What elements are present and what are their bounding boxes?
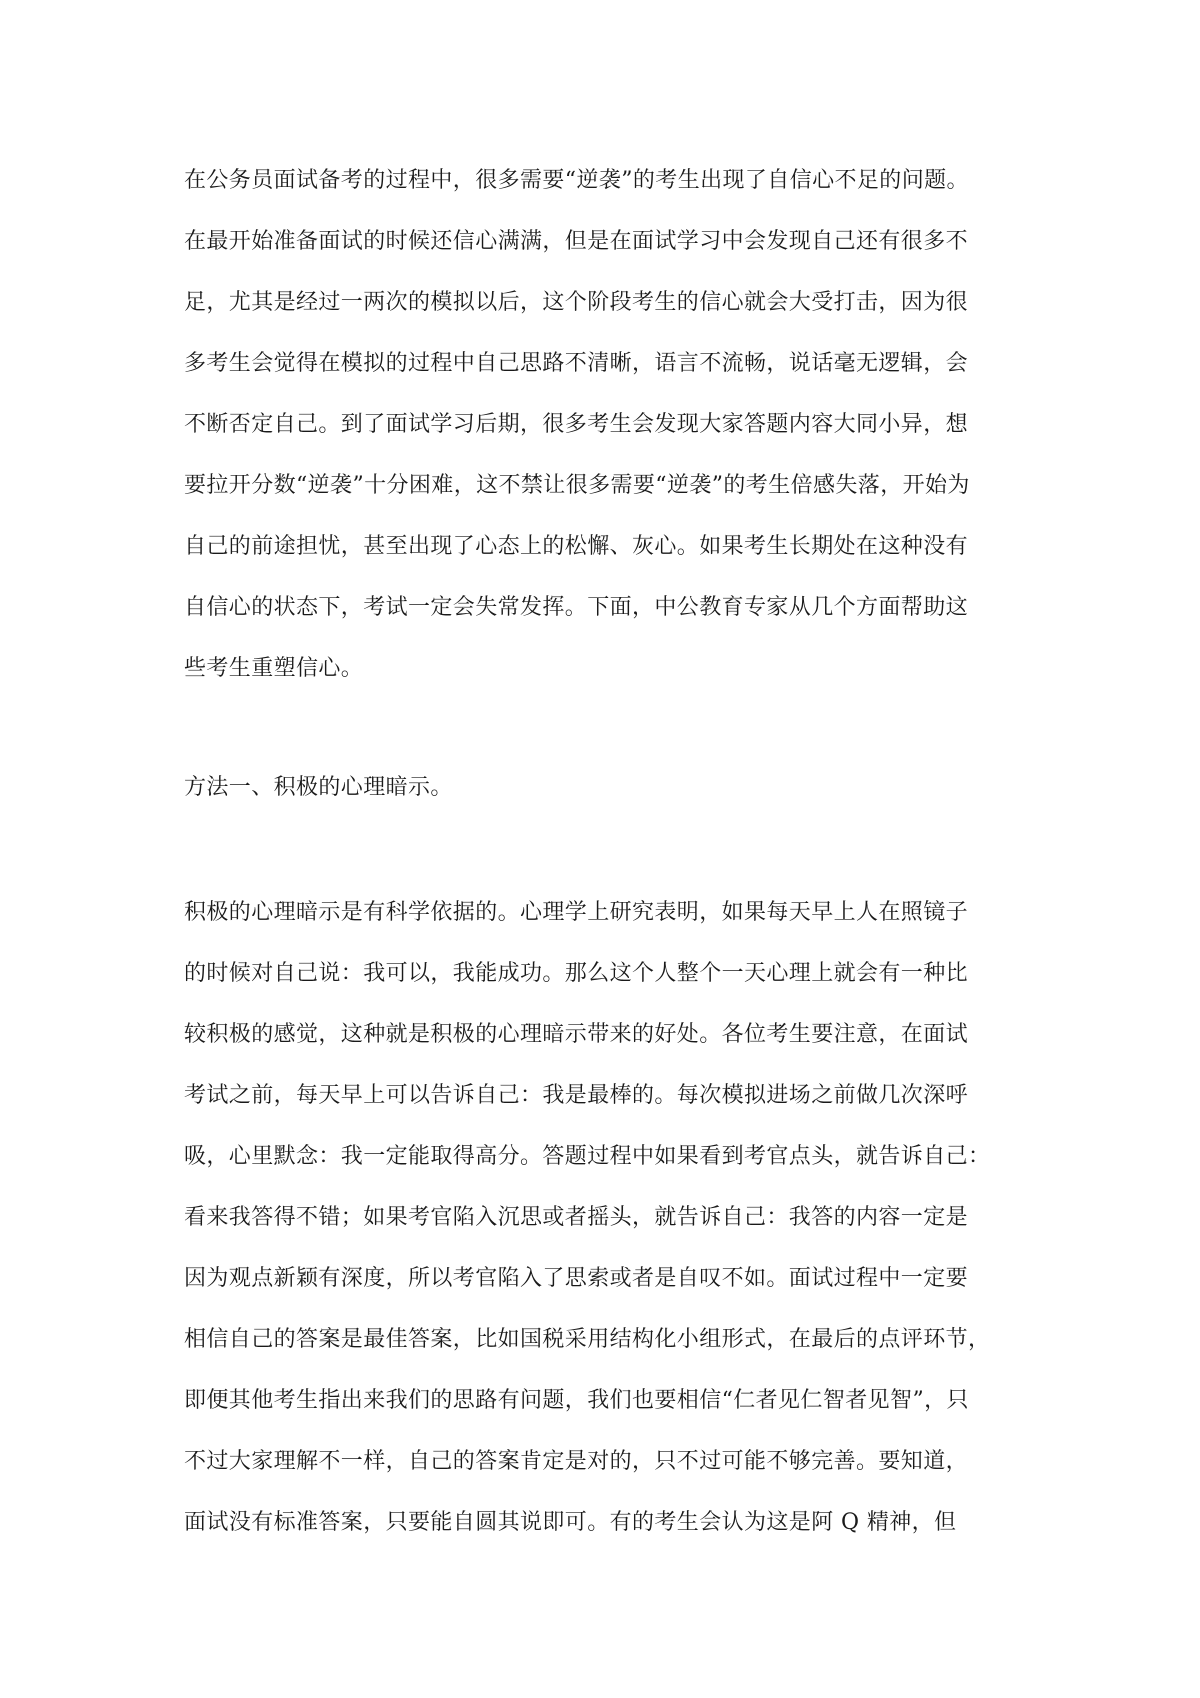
- text-line: 相信自己的答案是最佳答案，比如国税采用结构化小组形式，在最后的点评环节，: [184, 1327, 991, 1352]
- text-line: 较积极的感觉，这种就是积极的心理暗示带来的好处。各位考生要注意，在面试: [184, 1022, 969, 1047]
- text-line: 即便其他考生指出来我们的思路有问题，我们也要相信“仁者见仁智者见智”，只: [184, 1388, 969, 1413]
- text-line: 的时候对自己说：我可以，我能成功。那么这个人整个一天心理上就会有一种比: [184, 961, 969, 986]
- text-line: 足，尤其是经过一两次的模拟以后，这个阶段考生的信心就会大受打击，因为很: [184, 290, 969, 315]
- text-line: 因为观点新颖有深度，所以考官陷入了思索或者是自叹不如。面试过程中一定要: [184, 1266, 969, 1291]
- text-line: 自信心的状态下，考试一定会失常发挥。下面，中公教育专家从几个方面帮助这: [184, 595, 969, 620]
- text-line: 多考生会觉得在模拟的过程中自己思路不清晰，语言不流畅，说话毫无逻辑，会: [184, 351, 969, 376]
- text-line: 看来我答得不错；如果考官陷入沉思或者摇头，就告诉自己：我答的内容一定是: [184, 1205, 969, 1230]
- text-line: 在公务员面试备考的过程中，很多需要“逆袭”的考生出现了自信心不足的问题。: [184, 168, 969, 193]
- text-line: 面试没有标准答案，只要能自圆其说即可。有的考生会认为这是阿 Q 精神，但: [184, 1510, 957, 1535]
- text-line: 吸，心里默念：我一定能取得高分。答题过程中如果看到考官点头，就告诉自己：: [184, 1144, 991, 1169]
- paragraph-spacer: [184, 699, 1026, 757]
- text-line: 积极的心理暗示是有科学依据的。心理学上研究表明，如果每天早上人在照镜子: [184, 900, 969, 925]
- text-line: 自己的前途担忧，甚至出现了心态上的松懈、灰心。如果考生长期处在这种没有: [184, 534, 969, 559]
- text-line: 不过大家理解不一样，自己的答案肯定是对的，只不过可能不够完善。要知道，: [184, 1449, 969, 1474]
- text-line: 些考生重塑信心。: [184, 656, 364, 681]
- text-line: 考试之前，每天早上可以告诉自己：我是最棒的。每次模拟进场之前做几次深呼: [184, 1083, 969, 1108]
- paragraph-spacer: [184, 818, 1026, 882]
- text-line: 不断否定自己。到了面试学习后期，很多考生会发现大家答题内容大同小异，想: [184, 412, 969, 437]
- paragraph-intro: [184, 150, 1026, 699]
- paragraph-method-one: [184, 882, 1026, 1553]
- text-line: 在最开始准备面试的时候还信心满满，但是在面试学习中会发现自己还有很多不: [184, 229, 969, 254]
- section-heading: 方法一、积极的心理暗示。: [184, 775, 453, 800]
- document-body: [184, 150, 1026, 1553]
- text-line: 要拉开分数“逆袭”十分困难，这不禁让很多需要“逆袭”的考生倍感失落，开始为: [184, 473, 970, 498]
